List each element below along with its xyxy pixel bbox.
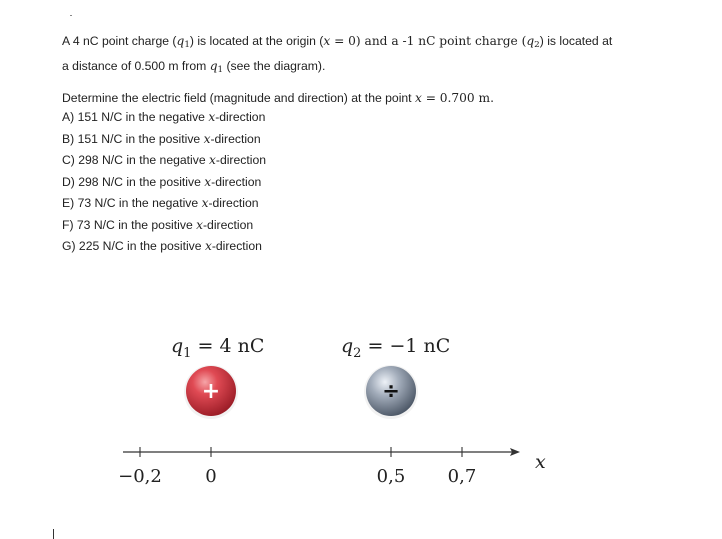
option-text: C) 298 N/C in the negative (62, 153, 210, 167)
text-span: ) is located at the origin ( (189, 34, 324, 48)
option-text: E) 73 N/C in the negative (62, 196, 202, 210)
option-text: -direction (211, 174, 262, 189)
option-text: -direction (215, 110, 266, 124)
text-cursor (53, 529, 54, 539)
text-span: = 0.700 m. (421, 91, 494, 106)
label-rest: = −1 nC (361, 335, 451, 357)
var-q: q (171, 335, 184, 357)
text-span: A 4 nC point charge ( (62, 34, 177, 48)
axis-label: x (535, 451, 546, 473)
var-q: q (176, 34, 185, 48)
tick-label: 0,7 (447, 466, 477, 487)
text-span: a distance of 0.500 m from (62, 59, 210, 74)
var-x: x (414, 91, 422, 106)
var-x: x (203, 131, 211, 146)
subscript: 2 (353, 346, 362, 361)
text-span: ) is located at (539, 34, 613, 48)
x-axis (118, 447, 546, 487)
var-x: x (204, 239, 212, 253)
q1-label (171, 335, 264, 361)
option-text: -direction (210, 131, 261, 146)
var-q: q (341, 335, 354, 357)
var-x: x (201, 196, 209, 210)
var-q: q (526, 34, 535, 48)
subscript: 1 (217, 65, 224, 76)
var-q: q (209, 59, 218, 74)
tick-label: 0 (205, 466, 217, 487)
var-x: x (323, 34, 331, 48)
var-x: x (209, 153, 216, 167)
tick-label: −0,2 (118, 466, 162, 487)
option-text: D) 298 N/C in the positive (62, 174, 205, 189)
q2-label (341, 335, 450, 361)
plus-icon: + (201, 379, 221, 404)
positive-charge (184, 365, 238, 419)
option-text: -direction (215, 153, 267, 167)
negative-charge (364, 365, 418, 419)
var-x: x (204, 174, 212, 189)
tick-label: 0,5 (376, 466, 406, 487)
subscript: 1 (184, 40, 190, 51)
option-text: -direction (211, 239, 262, 253)
var-x: x (208, 110, 216, 124)
option-text: -direction (203, 217, 254, 232)
option-text: G) 225 N/C in the positive (62, 239, 205, 253)
option-text: F) 73 N/C in the positive (62, 217, 197, 232)
option-text: B) 151 N/C in the positive (62, 131, 204, 146)
text-span: Determine the electric field (magnitude and direction) at the point (62, 91, 415, 106)
subscript: 2 (534, 40, 540, 51)
option-text: -direction (208, 196, 259, 210)
option-text: A) 151 N/C in the negative (62, 110, 209, 124)
text-span: (see the diagram). (223, 59, 326, 74)
text-span: = 0) and a -1 nC point charge ( (330, 34, 527, 48)
subscript: 1 (183, 346, 192, 361)
var-x: x (196, 217, 203, 232)
label-rest: = 4 nC (191, 335, 265, 357)
divide-icon: ÷ (382, 379, 400, 403)
